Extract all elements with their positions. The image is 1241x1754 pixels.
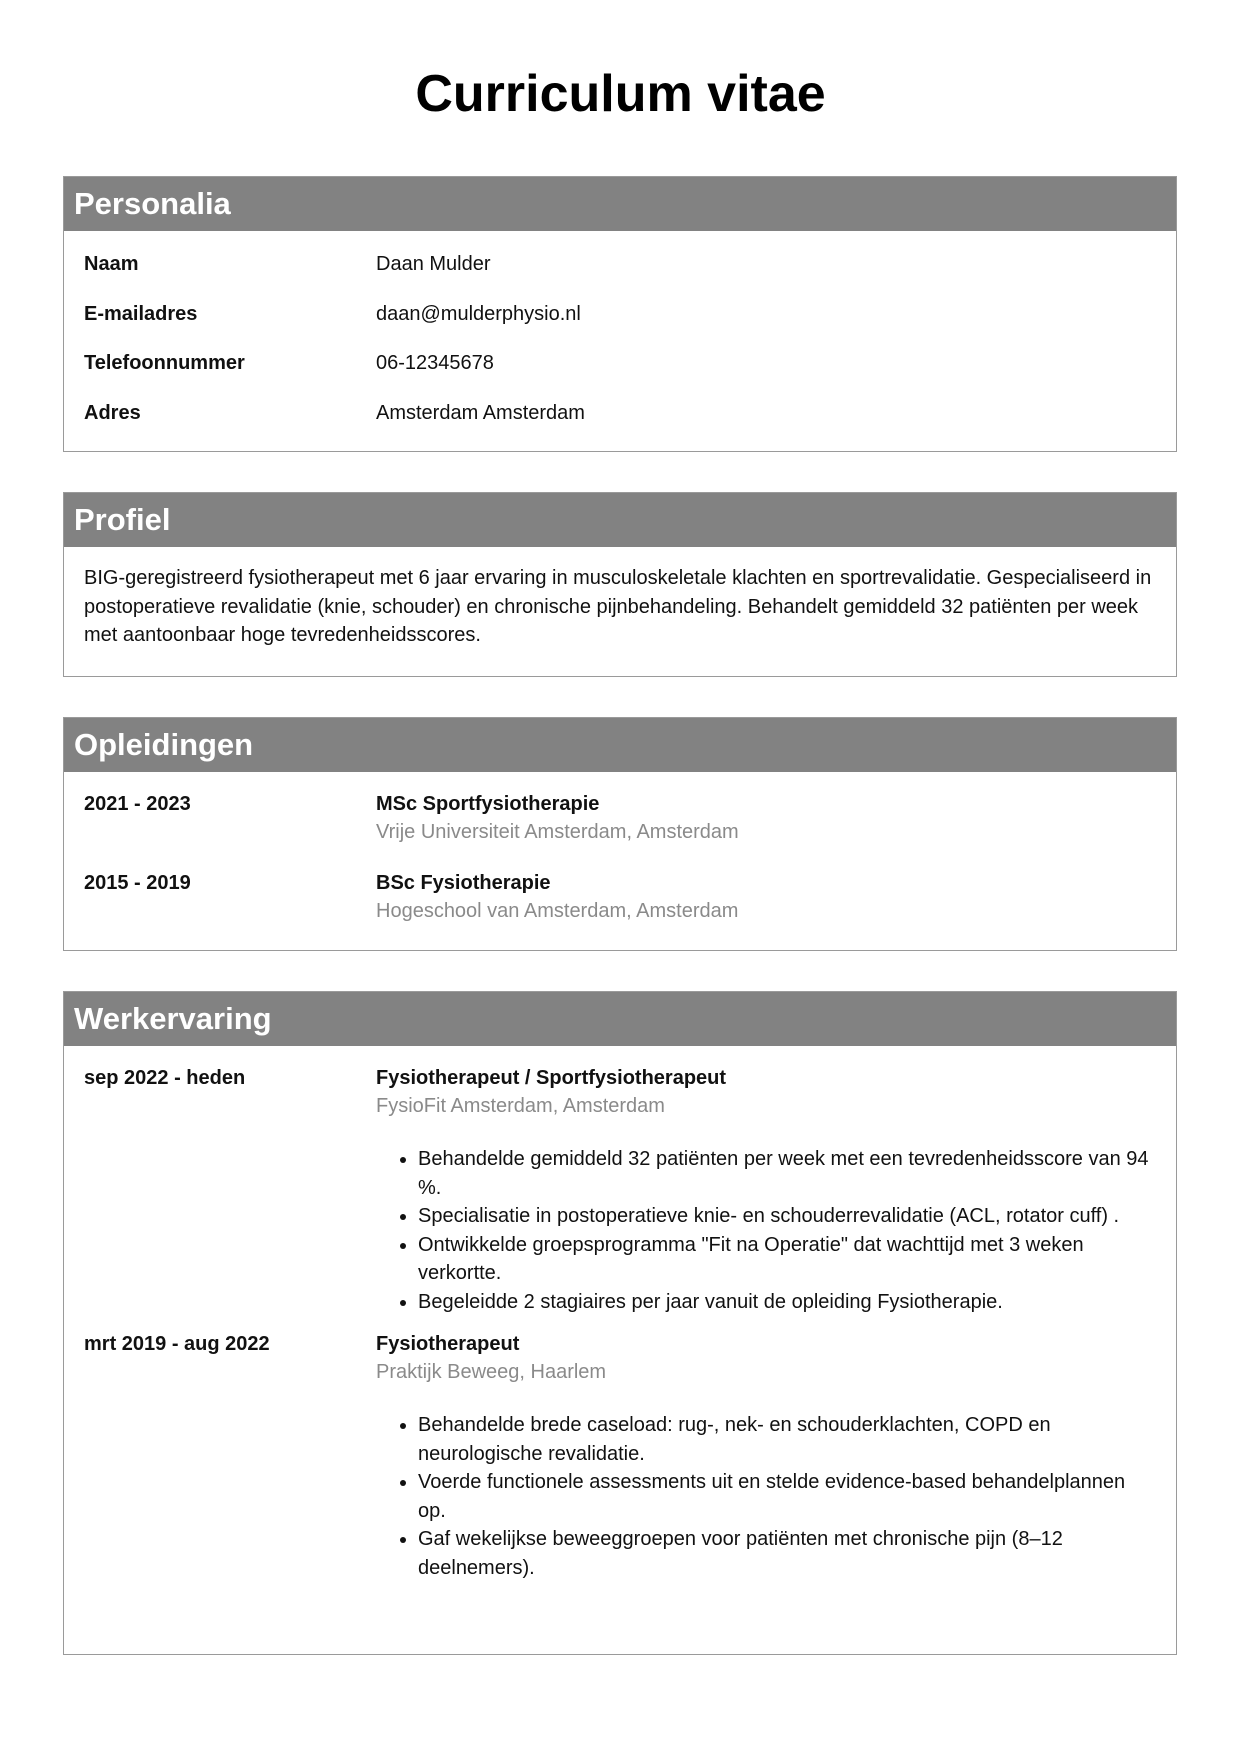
opleidingen-section <box>63 717 1177 951</box>
bullet-item: • Gaf wekelijkse beweeggroepen voor patiënten met chronische pijn (8–12 deelnemers). <box>418 1525 1158 1582</box>
job-bullets <box>376 1145 1158 1316</box>
bullet-item: • Ontwikkelde groepsprogramma "Fit na Operatie" dat wachttijd met 3 weken verkortte. <box>418 1231 1158 1288</box>
field-label: Telefoonnummer <box>84 352 245 374</box>
section-heading-personalia: Personalia <box>64 177 1176 231</box>
education-item <box>64 869 1176 948</box>
page-title: Curriculum vitae <box>415 65 826 123</box>
field-label: Naam <box>84 253 139 275</box>
werkervaring-section <box>63 991 1177 1655</box>
field-label: Adres <box>84 401 141 424</box>
section-heading-werkervaring: Werkervaring <box>64 992 1176 1046</box>
job-period: mrt 2019 - aug 2022 <box>84 1333 270 1355</box>
section-heading-profiel: Profiel <box>64 493 1176 547</box>
field-value: Amsterdam Amsterdam <box>376 401 585 424</box>
bullet-item: • Behandelde brede caseload: rug-, nek- en schouderklachten, COPD en neurologische revalidatie. <box>418 1411 1158 1468</box>
field-value: Daan Mulder <box>376 253 491 275</box>
education-period: 2021 - 2023 <box>84 793 191 815</box>
profile-text: BIG-geregistreerd fysiotherapeut met 6 jaar ervaring in musculoskeletale klachten en sportrevalidatie. Gespecialiseerd in postoperatieve revalidatie (knie, schouder) en chronische pijnbehandeling. Behandelt gemiddeld 32 patiënten per week met aantoonbaar hoge tevredenheidsscores. <box>84 567 1152 646</box>
job-item <box>64 1064 1176 1316</box>
bullet-item: • Specialisatie in postoperatieve knie- en schouderrevalidatie (ACL, rotator cuff) . <box>418 1202 1158 1231</box>
job-employer: FysioFit Amsterdam, Amsterdam <box>376 1095 665 1117</box>
bullet-item: • Begeleidde 2 stagiaires per jaar vanuit de opleiding Fysiotherapie. <box>418 1288 1158 1317</box>
education-period: 2015 - 2019 <box>84 872 191 894</box>
section-heading-opleidingen: Opleidingen <box>64 718 1176 772</box>
profiel-section <box>63 492 1177 677</box>
field-value: daan@mulderphysio.nl <box>376 302 581 325</box>
personal-row-name <box>64 249 1176 299</box>
education-title: MSc Sportfysiotherapie <box>376 793 600 815</box>
field-value: 06-12345678 <box>376 352 494 374</box>
personal-row-phone <box>64 348 1176 398</box>
job-employer: Praktijk Beweeg, Haarlem <box>376 1361 607 1383</box>
job-item <box>64 1330 1176 1582</box>
job-period: sep 2022 - heden <box>84 1067 246 1089</box>
personal-row-email <box>64 299 1176 349</box>
field-label: E-mailadres <box>84 302 198 325</box>
job-title: Fysiotherapeut / Sportfysiotherapeut <box>376 1067 727 1089</box>
bullet-item: • Voerde functionele assessments uit en stelde evidence-based behandelplannen op. <box>418 1468 1158 1525</box>
job-title: Fysiotherapeut <box>376 1333 520 1355</box>
education-title: BSc Fysiotherapie <box>376 872 551 894</box>
personalia-section <box>63 176 1177 452</box>
personal-row-address <box>64 398 1176 448</box>
education-item <box>64 790 1176 869</box>
job-bullets <box>376 1411 1158 1582</box>
education-institution: Vrije Universiteit Amsterdam, Amsterdam <box>376 821 739 843</box>
education-institution: Hogeschool van Amsterdam, Amsterdam <box>376 900 739 922</box>
bullet-item: • Behandelde gemiddeld 32 patiënten per week met een tevredenheidsscore van 94 %. <box>418 1145 1158 1202</box>
